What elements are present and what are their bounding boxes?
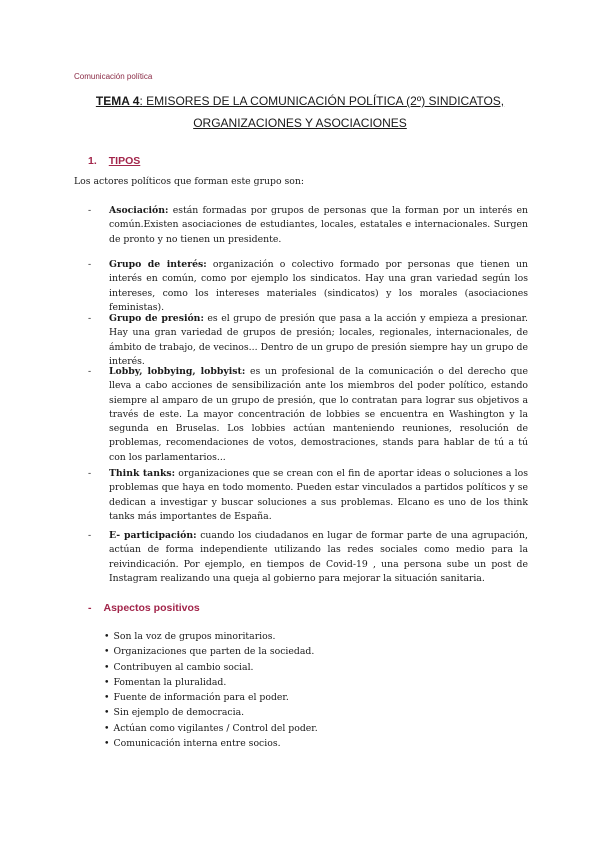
bullet-dot: • — [104, 738, 110, 750]
list-dash: - — [88, 313, 92, 324]
term-separator: : — [165, 205, 169, 216]
bullet-text: Actúan como vigilantes / Control del poder. — [113, 722, 318, 734]
section-dash: - — [88, 602, 92, 614]
term-definition: organizaciones que se crean con el fin de aportar ideas o soluciones a los problemas que haya en todo momento. Pueden estar vinculados a partidos políticos y se dedican a investigar y buscar soluciones a sus problemas. Elcano es uno de los think tanks más importantes de España. — [109, 468, 528, 522]
bullet-dot: • — [104, 707, 110, 719]
bullet-item — [104, 660, 318, 675]
intro-paragraph: Los actores políticos que forman este grupo son: — [74, 176, 305, 187]
title-line-1 — [74, 90, 526, 112]
bullet-item — [104, 644, 318, 659]
bullet-item — [104, 629, 318, 644]
list-item-body — [109, 467, 528, 524]
page-title — [74, 90, 526, 134]
term-definition: cuando los ciudadanos en lugar de formar parte de una agrupación, actúan de forma independiente utilizando las redes sociales como medio para la reivindicación. Por ejemplo, en tiempos de Covid-19 , una persona sube un post de Instagram realizando una queja al gobierno para mejorar la situación sanitaria. — [109, 530, 528, 584]
bullet-dot: • — [104, 722, 110, 734]
term-definition: están formadas por grupos de personas que la forman por un interés en común.Existen asociaciones de estudiantes, locales, estatales e internacionales. Surgen de pronto y no tienen un presidente. — [109, 205, 528, 245]
bullet-text: Sin ejemplo de democracia. — [113, 707, 245, 719]
list-dash: - — [88, 468, 92, 479]
bullet-text: Organizaciones que parten de la sociedad. — [113, 646, 315, 658]
page-header: Comunicación política — [74, 72, 153, 81]
title-line-2 — [74, 112, 526, 134]
list-item-body — [109, 204, 528, 247]
term-label: Asociación — [109, 205, 166, 216]
list-item-body — [109, 365, 528, 465]
title-colon: : — [139, 94, 143, 108]
list-dash: - — [88, 205, 92, 216]
list-item-body — [109, 529, 528, 586]
list-item-body — [109, 258, 528, 315]
aspectos-positivos-list — [104, 629, 318, 751]
term-separator: : — [241, 366, 246, 377]
term-definition: es el grupo de presión que pasa a la acción y empieza a presionar. Hay una gran variedad de grupos de presión; locales, regionales, internacionales, de ámbito de trabajo, de vecinos... Dentro de un grupo de presión siempre hay un grupo de interés. — [109, 313, 528, 367]
term-label: Lobby, lobbying, lobbyist — [109, 366, 242, 377]
section-label: TIPOS — [108, 155, 141, 167]
term-label: E- participación — [109, 530, 194, 541]
title-underlined-1 — [96, 94, 504, 108]
term-definition: es un profesional de la comunicación o del derecho que lleva a cabo acciones de sensibilización ante los miembros del poder político, estando siempre al amparo de un grupo de presión, que lo contratan para lograr sus objetivos a través de este. La mayor concentración de lobbies se encuentra en Washington y la segunda en Bruselas. Los lobbies actúan manteniendo reuniones, resolución de problemas, recomendaciones de votos, demostraciones, stands para hablar de tú a tú con los parlamentarios... — [109, 366, 528, 463]
title-tema: TEMA 4 — [95, 94, 140, 108]
bullet-text: Comunicación interna entre socios. — [113, 738, 281, 750]
section-number: 1. — [88, 155, 97, 167]
list-dash: - — [88, 530, 92, 541]
bullet-item — [104, 721, 318, 736]
bullet-text: Fomentan la pluralidad. — [113, 676, 227, 688]
bullet-dot: • — [104, 661, 110, 673]
bullet-text: Contribuyen al cambio social. — [113, 661, 254, 673]
bullet-dot: • — [104, 676, 110, 688]
bullet-text: Fuente de información para el poder. — [113, 692, 289, 704]
term-label: Grupo de presión — [109, 313, 201, 324]
section-heading-aspectos-positivos — [88, 602, 200, 614]
bullet-dot: • — [104, 692, 110, 704]
bullet-dot: • — [104, 646, 110, 658]
term-separator: : — [171, 468, 176, 479]
list-dash: - — [88, 259, 92, 270]
list-dash: - — [88, 366, 92, 377]
bullet-item — [104, 736, 318, 751]
term-label: Think tanks — [109, 468, 172, 479]
section-label: Aspectos positivos — [103, 602, 200, 614]
term-separator: : — [200, 313, 204, 324]
term-separator: : — [193, 530, 197, 541]
bullet-item — [104, 705, 318, 720]
title-line1-rest: EMISORES DE LA COMUNICACIÓN POLÍTICA (2º) SINDICATOS, — [142, 94, 505, 108]
title-line2-text: ORGANIZACIONES Y ASOCIACIONES — [193, 116, 407, 130]
bullet-text: Son la voz de grupos minoritarios. — [113, 631, 276, 642]
bullet-item — [104, 675, 318, 690]
term-definition: organización o colectivo formado por personas que tienen un interés en común, como por ejemplo los sindicatos. Hay una gran variedad según los intereses, como los intereses materiales (sindicatos) y los morales (asociaciones feministas). — [109, 259, 528, 313]
bullet-item — [104, 690, 318, 705]
section-heading-tipos — [88, 155, 140, 167]
term-separator: : — [203, 259, 207, 270]
term-label: Grupo de interés — [109, 259, 204, 270]
bullet-dot: • — [104, 631, 110, 642]
list-item-body — [109, 312, 528, 369]
